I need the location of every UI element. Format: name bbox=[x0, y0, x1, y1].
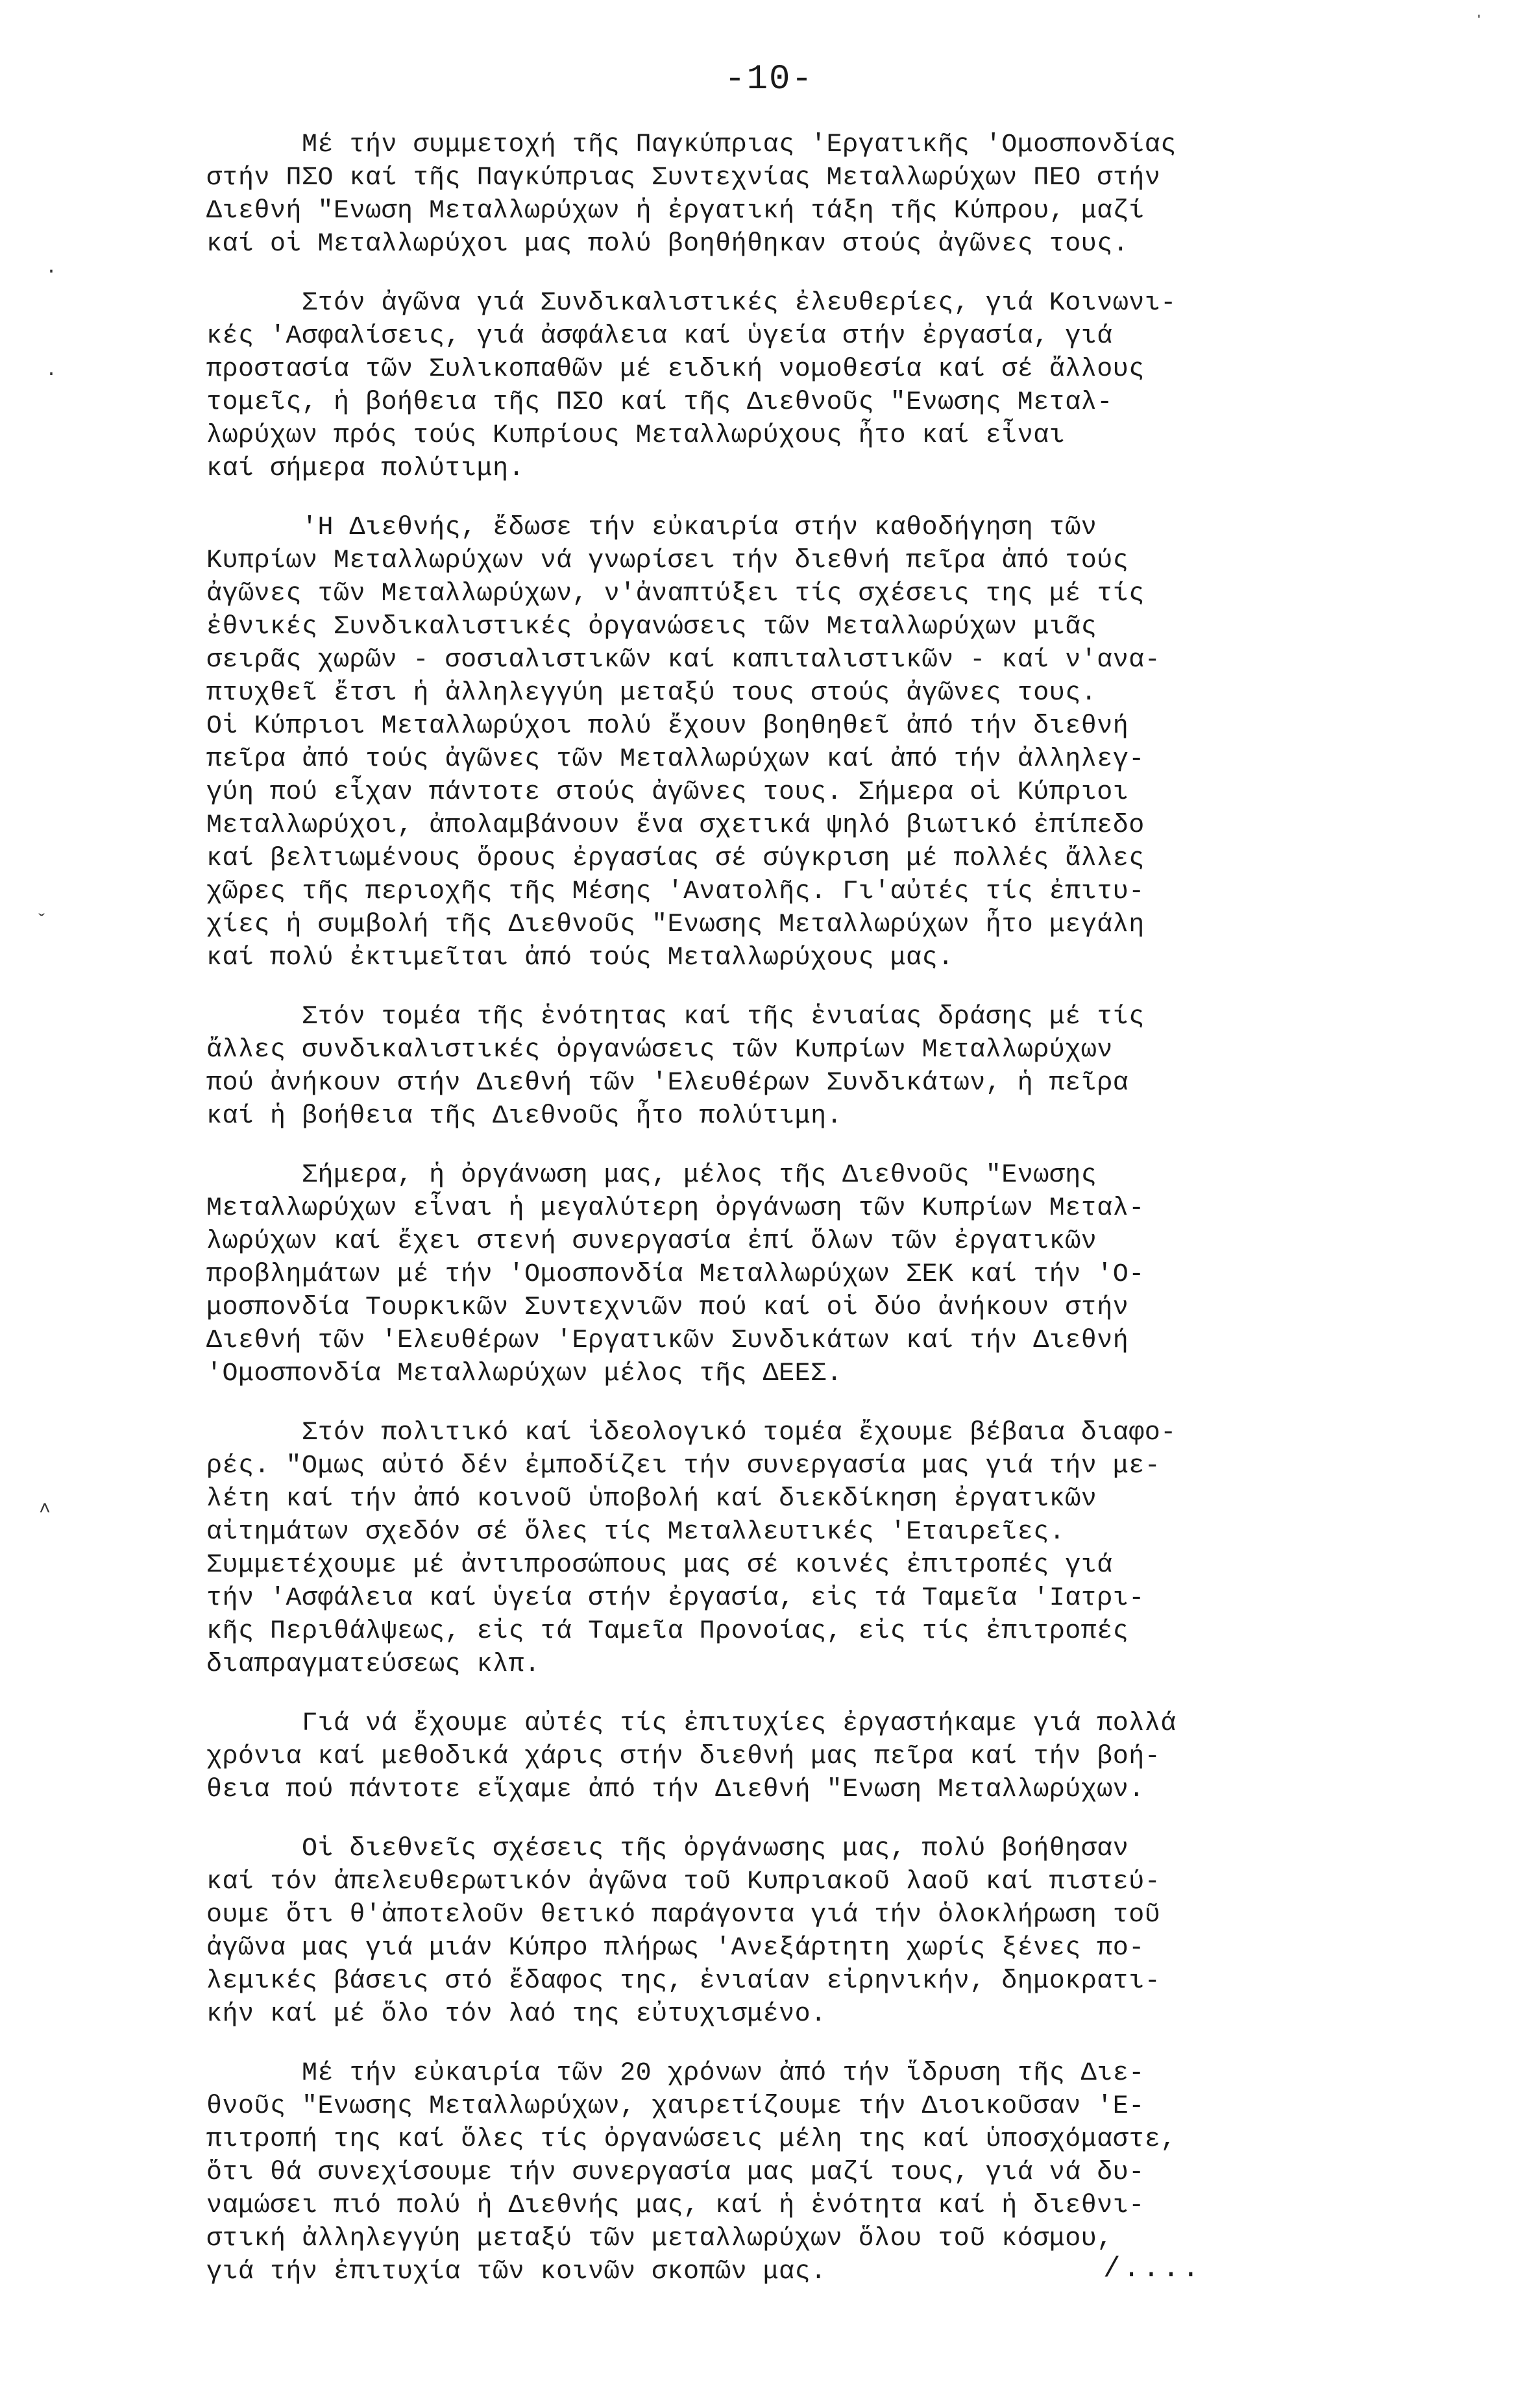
paragraph-1: Μέ τήν συμμετοχή τῆς Παγκύπριας 'Εργατικῆς 'Ομοσπονδίας στήν ΠΣΟ καί τῆς Παγκύπριας Συντεχνίας Μεταλλωρύχων ΠΕΟ στήν Διεθνή "Ενωση Μεταλλωρύχων ἡ ἐργατική τάξη τῆς Κύπρου, μαζί καί οἱ Μεταλλωρύχοι μας πολύ βοηθήθηκαν στούς ἀγῶνες τους. bbox=[206, 130, 1177, 259]
paragraph-3: 'Η Διεθνής, ἔδωσε τήν εὐκαιρία στήν καθοδήγηση τῶν Κυπρίων Μεταλλωρύχων νά γνωρίσει τήν διεθνή πεῖρα ἀπό τούς ἀγῶνες τῶν Μεταλλωρύχων, ν'ἀναπτύξει τίς σχέσεις της μέ τίς ἐθνικές Συνδικαλιστικές ὀργανώσεις τῶν Μεταλλωρύχων μιᾶς σειρᾶς χωρῶν - σοσιαλιστικῶν καί καπιταλιστικῶν - καί ν'ανα- πτυχθεῖ ἔτσι ἡ ἀλληλεγγύη μεταξύ τους στούς ἀγῶνες τους. Οἱ Κύπριοι Μεταλλωρύχοι πολύ ἔχουν βοηθηθεῖ ἀπό τήν διεθνή πεῖρα ἀπό τούς ἀγῶνες τῶν Μεταλλωρύχων καί ἀπό τήν ἀλληλεγ- γύη πού εἶχαν πάντοτε στούς ἀγῶνες τους. Σήμερα οἱ Κύπριοι Μεταλλωρύχοι, ἀπολαμβάνουν ἕνα σχετικά ψηλό βιωτικό ἐπίπεδο καί βελτιωμένους ὅρους ἐργασίας σέ σύγκριση μέ πολλές ἄλλες χῶρες τῆς περιοχῆς τῆς Μέσης 'Ανατολῆς. Γι'αὐτές τίς ἐπιτυ- χίες ἡ συμβολή τῆς Διεθνοῦς "Ενωσης Μεταλλωρύχων ἦτο μεγάλη καί πολύ ἐκτιμεῖται ἀπό τούς Μεταλλωρύχους μας. bbox=[206, 513, 1161, 973]
continuation-mark: /.... bbox=[1103, 2253, 1202, 2285]
paragraph-7: Γιά νά ἔχουμε αὐτές τίς ἐπιτυχίες ἐργαστήκαμε γιά πολλά χρόνια καί μεθοδικά χάρις στήν διεθνή μας πεῖρα καί τήν βοή- θεια πού πάντοτε εἴχαμε ἀπό τήν Διεθνή "Ενωση Μεταλλωρύχων. bbox=[206, 1709, 1177, 1805]
paragraph-6: Στόν πολιτικό καί ἰδεολογικό τομέα ἔχουμε βέβαια διαφο- ρές. "Ομως αὐτό δέν ἐμποδίζει τήν συνεργασία μας γιά τήν με- λέτη καί τήν ἀπό κοινοῦ ὑποβολή καί διεκδίκηση ἐργατικῶν αἰτημάτων σχεδόν σέ ὅλες τίς Μεταλλευτικές 'Εταιρεῖες. Συμμετέχουμε μέ ἀντιπροσώπους μας σέ κοινές ἐπιτροπές γιά τήν 'Ασφάλεια καί ὑγεία στήν ἐργασία, εἰς τά Ταμεῖα 'Ιατρι- κῆς Περιθάλψεως, εἰς τά Ταμεῖα Προνοίας, εἰς τίς ἐπιτροπές διαπραγματεύσεως κλπ. bbox=[206, 1418, 1177, 1679]
scan-mark: ˄ bbox=[39, 1499, 51, 1521]
scan-mark: ˇ bbox=[36, 912, 48, 934]
scan-mark: ˈ bbox=[1473, 13, 1485, 35]
paragraph-4: Στόν τομέα τῆς ἑνότητας καί τῆς ἑνιαίας δράσης μέ τίς ἄλλες συνδικαλιστικές ὀργανώσεις τῶν Κυπρίων Μεταλλωρύχων πού ἀνήκουν στήν Διεθνή τῶν 'Ελευθέρων Συνδικάτων, ἡ πεῖρα καί ἡ βοήθεια τῆς Διεθνοῦς ἦτο πολύτιμη. bbox=[206, 1003, 1145, 1131]
paragraph-5: Σήμερα, ἡ ὀργάνωση μας, μέλος τῆς Διεθνοῦς "Ενωσης Μεταλλωρύχων εἶναι ἡ μεγαλύτερη ὀργάνωση τῶν Κυπρίων Μεταλ- λωρύχων καί ἔχει στενή συνεργασία ἐπί ὅλων τῶν ἐργατικῶν προβλημάτων μέ τήν 'Ομοσπονδία Μεταλλωρύχων ΣΕΚ καί τήν 'Ο- μοσπονδία Τουρκικῶν Συντεχνιῶν πού καί οἱ δύο ἀνήκουν στήν Διεθνή τῶν 'Ελευθέρων 'Εργατικῶν Συνδικάτων καί τήν Διεθνή 'Ομοσπονδία Μεταλλωρύχων μέλος τῆς ΔΕΕΣ. bbox=[206, 1161, 1145, 1389]
scan-mark: · bbox=[45, 261, 58, 283]
document-body bbox=[206, 128, 1387, 2315]
paragraph-8: Οἱ διεθνεῖς σχέσεις τῆς ὀργάνωσης μας, πολύ βοήθησαν καί τόν ἀπελευθερωτικόν ἀγῶνα τοῦ Κυπριακοῦ λαοῦ καί πιστεύ- ουμε ὅτι θ'ἀποτελοῦν θετικό παράγοντα γιά τήν ὁλοκλήρωση τοῦ ἀγῶνα μας γιά μιάν Κύπρο πλήρως 'Ανεξάρτητη χωρίς ξένες πο- λεμικές βάσεις στό ἔδαφος της, ἑνιαίαν εἰρηνικήν, δημοκρατι- κήν καί μέ ὅλο τόν λαό της εὐτυχισμένο. bbox=[206, 1834, 1161, 2029]
scan-mark: · bbox=[45, 363, 58, 385]
page-number: -10- bbox=[724, 60, 814, 99]
paragraph-9: Μέ τήν εὐκαιρία τῶν 20 χρόνων ἀπό τήν ἵδρυση τῆς Διε- θνοῦς "Ενωσης Μεταλλωρύχων, χαιρετίζουμε τήν Διοικοῦσαν 'Ε- πιτροπή της καί ὅλες τίς ὀργανώσεις μέλη της καί ὑποσχόμαστε, ὅτι θά συνεχίσουμε τήν συνεργασία μας μαζί τους, γιά νά δυ- ναμώσει πιό πολύ ἡ Διεθνής μας, καί ἡ ἑνότητα καί ἡ διεθνι- στική ἀλληλεγγύη μεταξύ τῶν μεταλλωρύχων ὅλου τοῦ κόσμου, γιά τήν ἐπιτυχία τῶν κοινῶν σκοπῶν μας. bbox=[206, 2059, 1177, 2287]
paragraph-2: Στόν ἀγῶνα γιά Συνδικαλιστικές ἐλευθερίες, γιά Κοινωνι- κές 'Ασφαλίσεις, γιά ἀσφάλεια καί ὑγεία στήν ἐργασία, γιά προστασία τῶν Συλικοπαθῶν μέ ειδική νομοθεσία καί σέ ἄλλους τομεῖς, ἡ βοήθεια τῆς ΠΣΟ καί τῆς Διεθνοῦς "Ενωσης Μεταλ- λωρύχων πρός τούς Κυπρίους Μεταλλωρύχους ἦτο καί εἶναι καί σήμερα πολύτιμη. bbox=[206, 289, 1177, 483]
